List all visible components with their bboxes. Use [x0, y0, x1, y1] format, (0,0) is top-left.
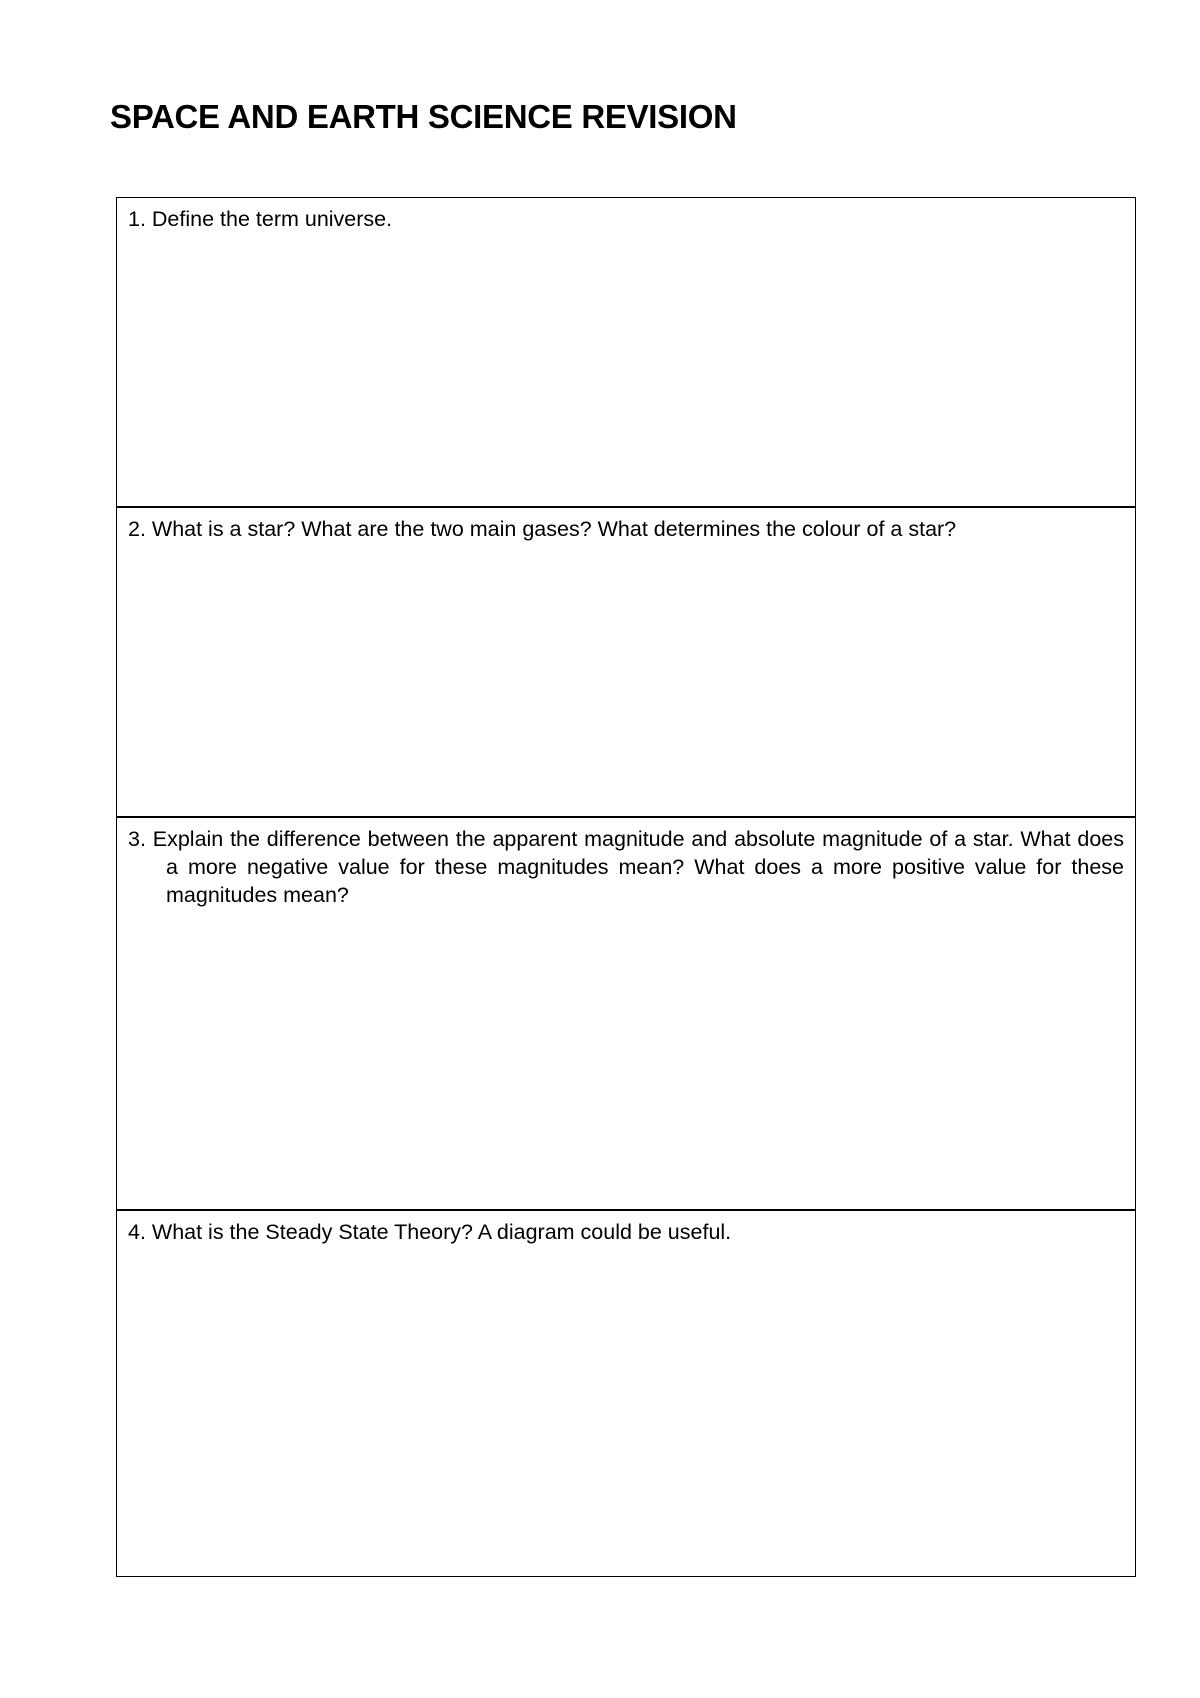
question-row [117, 198, 1136, 508]
question-table [116, 197, 1136, 1577]
question-2-text: 2. What is a star? What are the two main gases? What determines the colour of a star? [128, 517, 957, 541]
page-title: SPACE AND EARTH SCIENCE REVISION [110, 98, 737, 135]
question-3-text: 3. Explain the difference between the apparent magnitude and absolute magnitude of a star. What does a more negative value for these magnitudes mean? What does a more positive value for these magnitudes mean? [128, 827, 1124, 907]
answer-box-4[interactable] [117, 1210, 1136, 1577]
answer-box-1[interactable] [117, 198, 1136, 508]
answer-box-2[interactable] [117, 507, 1136, 817]
question-row [117, 507, 1136, 817]
question-row [117, 817, 1136, 1210]
question-4-text: 4. What is the Steady State Theory? A diagram could be useful. [128, 1220, 732, 1244]
answer-box-3[interactable] [117, 817, 1136, 1210]
question-row [117, 1210, 1136, 1577]
question-1-text: 1. Define the term universe. [128, 207, 393, 231]
